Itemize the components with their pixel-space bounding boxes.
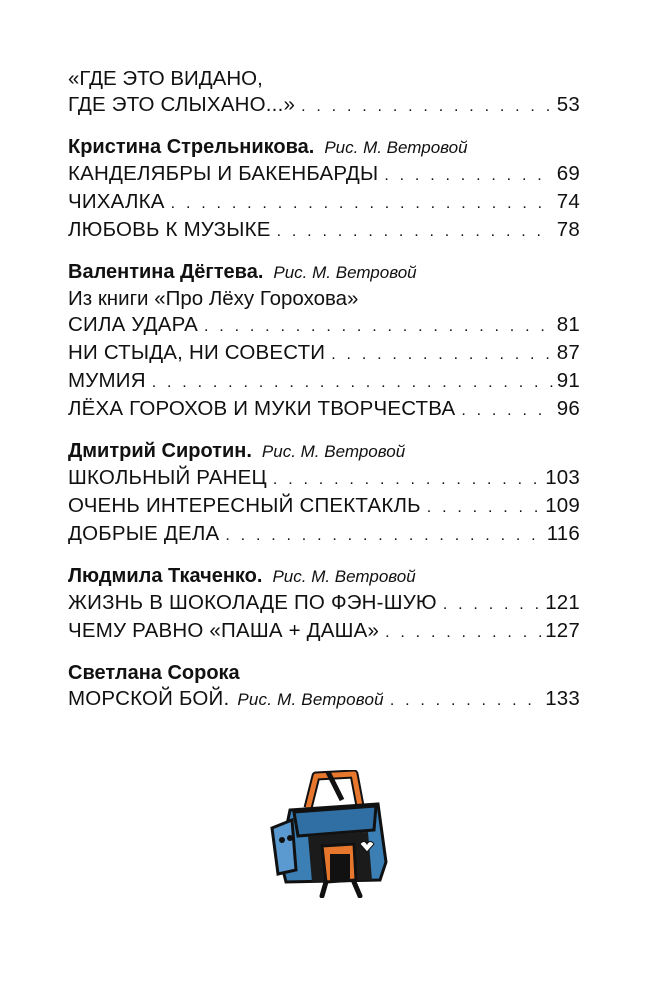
- author-name: Людмила Ткаченко.: [68, 565, 263, 587]
- table-of-contents: [68, 66, 580, 728]
- toc-entry[interactable]: [68, 189, 580, 217]
- dot-leader: [273, 467, 541, 493]
- toc-entry-page: 103: [545, 466, 580, 489]
- toc-entry-title: ШКОЛЬНЫЙ РАНЕЦ: [68, 466, 267, 489]
- toc-section-0: [68, 66, 580, 120]
- toc-entry-page: 96: [556, 397, 580, 420]
- toc-entry-title: ОЧЕНЬ ИНТЕРЕСНЫЙ СПЕКТАКЛЬ: [68, 494, 421, 517]
- dot-leader: [390, 688, 541, 714]
- toc-entry-page: 69: [556, 162, 580, 185]
- dot-leader: [461, 398, 552, 424]
- toc-entry-page: 81: [556, 313, 580, 336]
- toc-entry-page: 78: [556, 218, 580, 241]
- dot-leader: [277, 219, 553, 245]
- toc-entry-page: 127: [545, 619, 580, 642]
- dot-leader: [171, 191, 553, 217]
- toc-section-3: [68, 438, 580, 549]
- toc-entry[interactable]: [68, 161, 580, 189]
- toc-entry-page: 74: [556, 190, 580, 213]
- author-name: Кристина Стрельникова.: [68, 136, 315, 158]
- dot-leader: [384, 163, 552, 189]
- illustrator-credit: Рис. М. Ветровой: [324, 138, 468, 157]
- toc-section-4: [68, 563, 580, 646]
- toc-entry-page: 53: [556, 93, 580, 116]
- author-heading: [68, 134, 580, 161]
- illustrator-credit: Рис. М. Ветровой: [272, 567, 416, 586]
- toc-entry-title: КАНДЕЛЯБРЫ И БАКЕНБАРДЫ: [68, 162, 379, 185]
- toc-section-1: [68, 134, 580, 245]
- toc-entry-page: 91: [556, 369, 580, 392]
- toc-entry-page: 133: [545, 687, 580, 710]
- toc-section-5: [68, 660, 580, 714]
- toc-entry[interactable]: [68, 312, 580, 340]
- author-name: Светлана Сорока: [68, 662, 240, 684]
- toc-entry[interactable]: [68, 590, 580, 618]
- toc-entry-title-line: «ГДЕ ЭТО ВИДАНО,: [68, 67, 263, 90]
- toc-entry-title: ЖИЗНЬ В ШОКОЛАДЕ ПО ФЭН-ШУЮ: [68, 591, 437, 614]
- illustrator-credit: Рис. М. Ветровой: [237, 690, 384, 709]
- toc-entry-title: МУМИЯ: [68, 369, 146, 392]
- author-name: Валентина Дёгтева.: [68, 261, 264, 283]
- author-heading: [68, 563, 580, 590]
- toc-entry-title: СИЛА УДАРА: [68, 313, 198, 336]
- illustrator-credit: Рис. М. Ветровой: [273, 263, 417, 282]
- toc-entry-title: ЛЮБОВЬ К МУЗЫКЕ: [68, 218, 271, 241]
- dot-leader: [331, 342, 553, 368]
- toc-section-2: [68, 259, 580, 424]
- toc-entry-page: 109: [545, 494, 580, 517]
- toc-entry-title: ДОБРЫЕ ДЕЛА: [68, 522, 220, 545]
- toc-entry[interactable]: [68, 521, 580, 549]
- toc-entry[interactable]: [68, 493, 580, 521]
- toc-entry[interactable]: [68, 340, 580, 368]
- toc-entry-title: ЧЕМУ РАВНО «ПАША + ДАША»: [68, 619, 380, 642]
- author-heading: [68, 438, 580, 465]
- toc-entry[interactable]: [68, 217, 580, 245]
- toc-entry[interactable]: [68, 368, 580, 396]
- toc-entry-title: ЛЁХА ГОРОХОВ И МУКИ ТВОРЧЕСТВА: [68, 397, 456, 420]
- author-heading: [68, 259, 580, 286]
- toc-entry[interactable]: [68, 465, 580, 493]
- dot-leader: [427, 495, 541, 521]
- toc-entry-title: ГДЕ ЭТО СЛЫХАНО...»: [68, 93, 296, 116]
- dot-leader: [225, 523, 542, 549]
- author-heading: [68, 660, 580, 686]
- toc-entry-page: 87: [556, 341, 580, 364]
- toc-entry[interactable]: [68, 686, 580, 714]
- author-name: Дмитрий Сиротин.: [68, 440, 252, 462]
- book-subtitle: Из книги «Про Лёху Горохова»: [68, 287, 359, 310]
- school-backpack-icon: [268, 770, 398, 898]
- toc-entry-page: 116: [546, 522, 580, 545]
- toc-entry[interactable]: [68, 618, 580, 646]
- dot-leader: [204, 314, 553, 340]
- toc-entry-page: 121: [545, 591, 580, 614]
- dot-leader: [152, 370, 553, 396]
- toc-entry-title: НИ СТЫДА, НИ СОВЕСТИ: [68, 341, 326, 364]
- toc-entry[interactable]: [68, 92, 580, 120]
- dot-leader: [443, 592, 541, 618]
- toc-entry[interactable]: [68, 396, 580, 424]
- illustrator-credit: Рис. М. Ветровой: [261, 442, 406, 461]
- dot-leader: [385, 620, 541, 646]
- toc-entry-title: ЧИХАЛКА: [68, 190, 165, 213]
- dot-leader: [301, 94, 553, 120]
- toc-entry-title: МОРСКОЙ БОЙ.: [68, 687, 230, 710]
